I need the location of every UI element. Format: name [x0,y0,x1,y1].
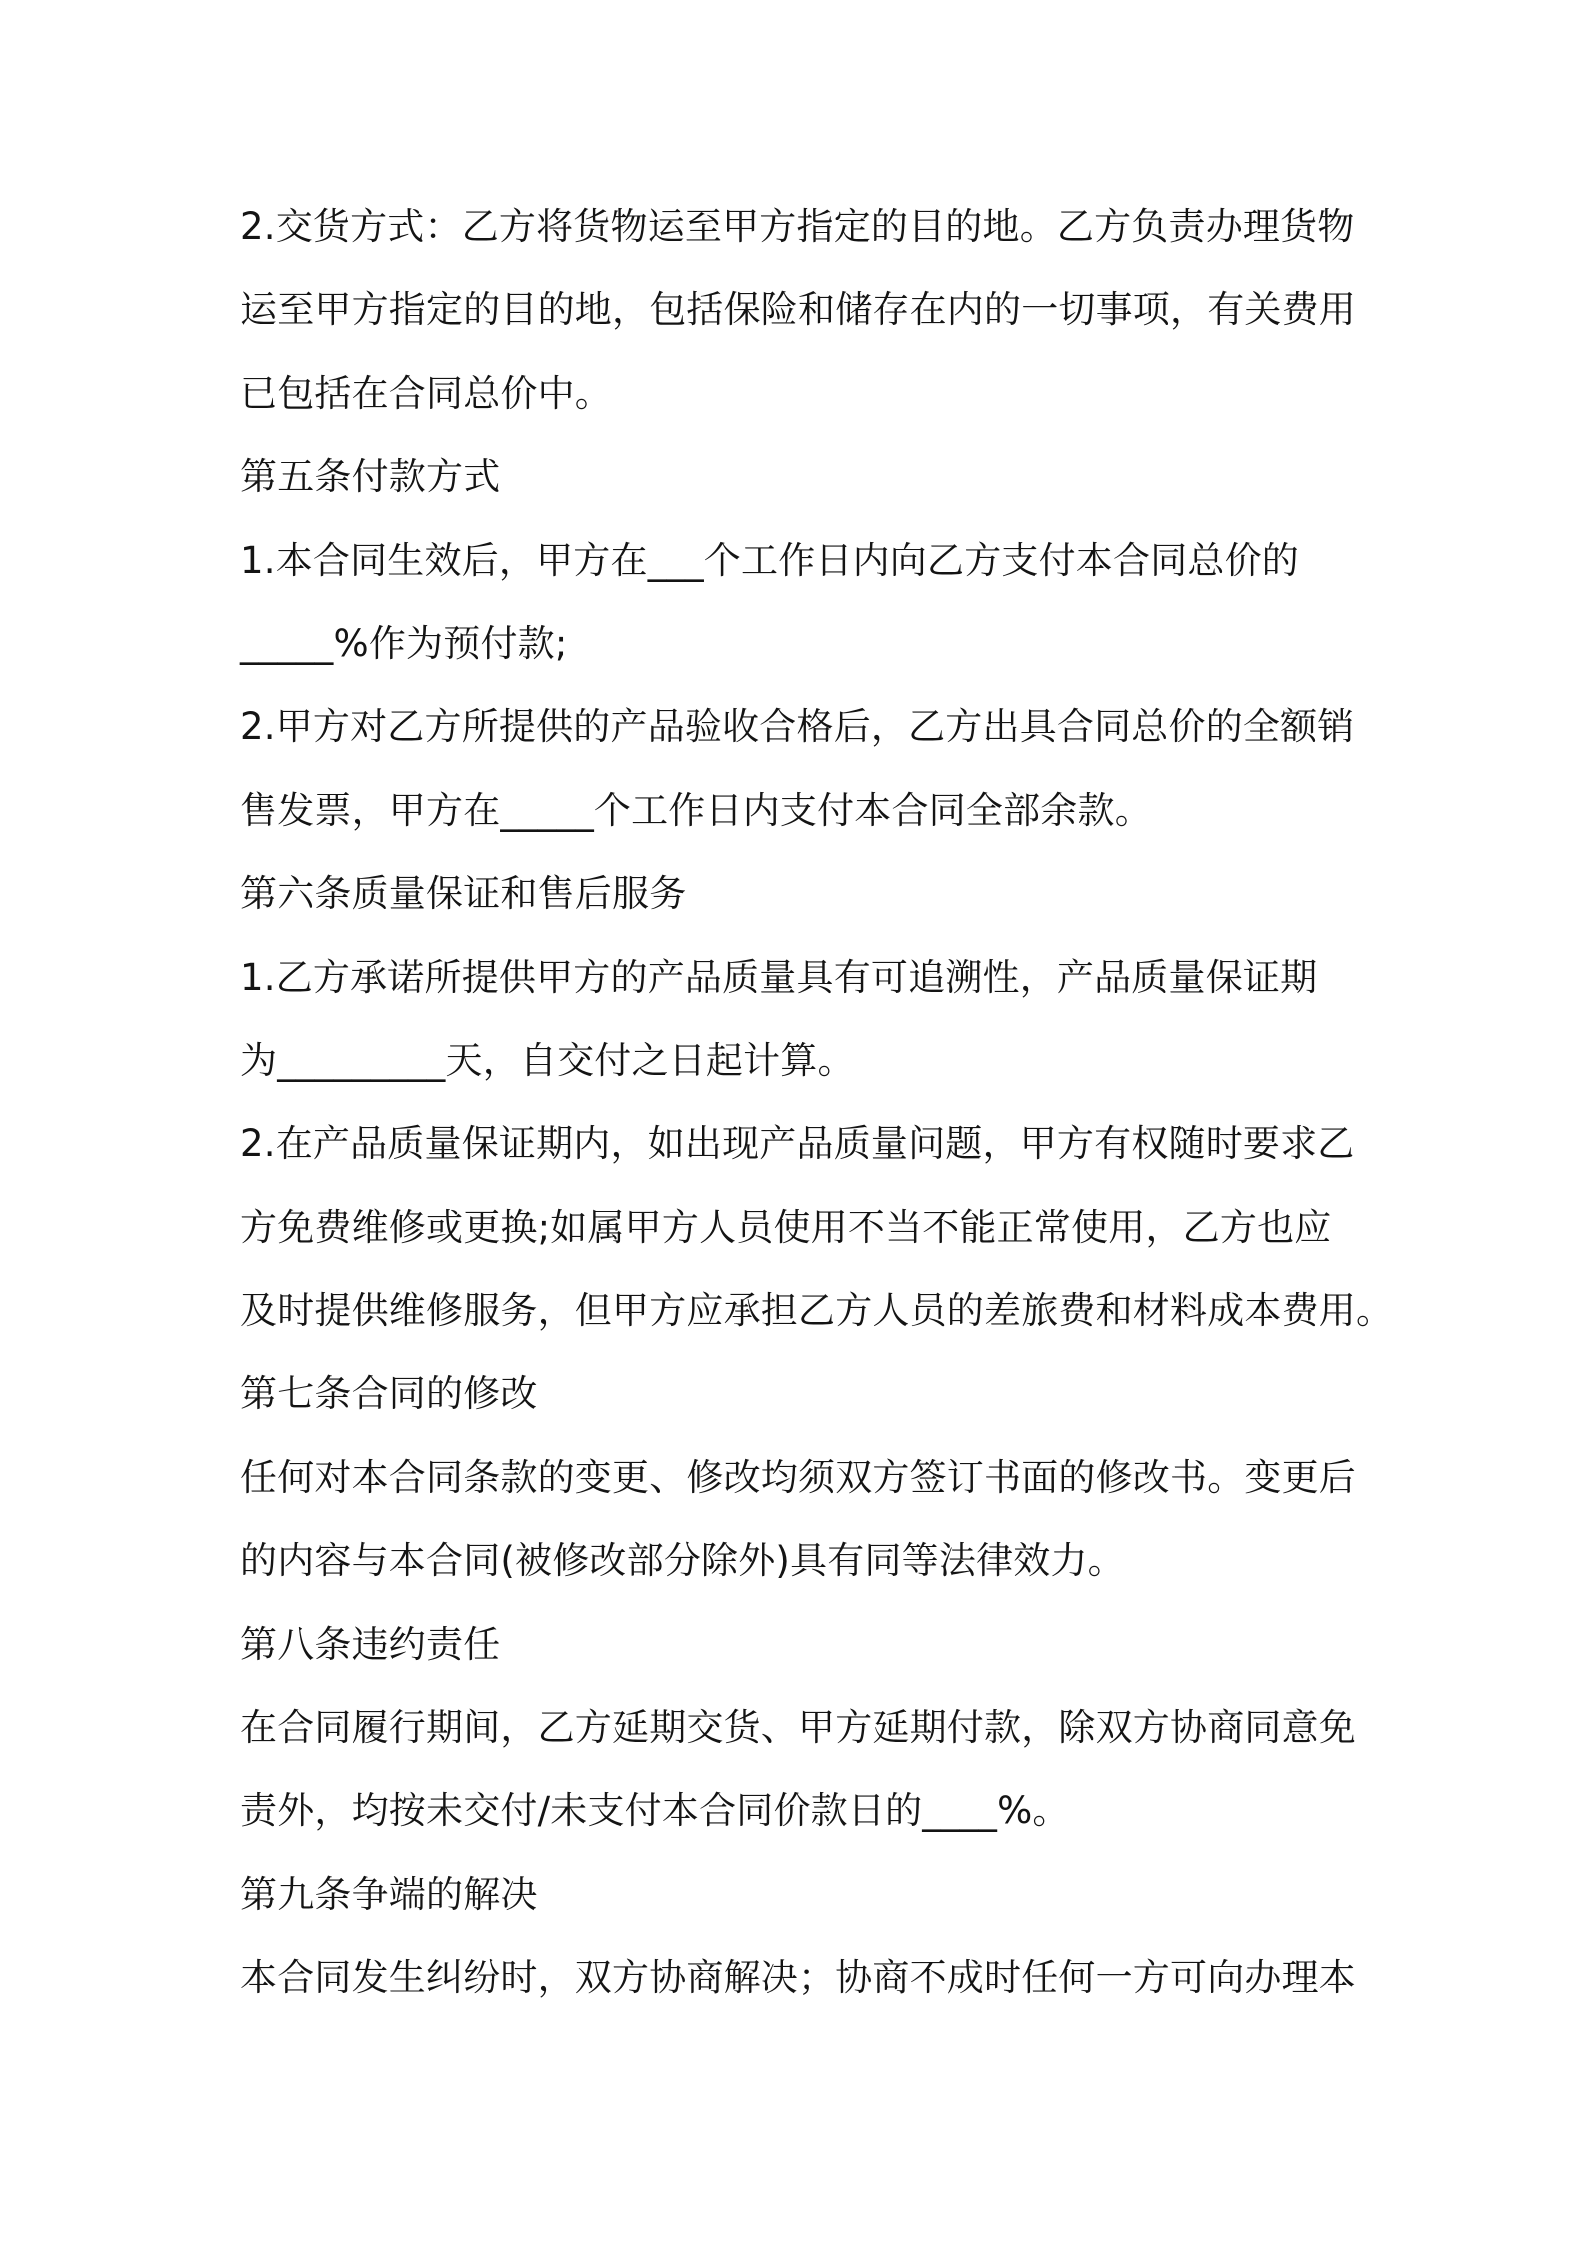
section-heading: 第八条违约责任 [240,1622,501,1666]
text-line: 及时提供维修服务，但甲方应承担乙方人员的差旅费和材料成本费用。 [240,1289,1394,1333]
section-heading: 第七条合同的修改 [240,1372,538,1416]
text-line: 2.甲方对乙方所提供的产品验收合格后，乙方出具合同总价的全额销 [240,705,1355,749]
text-line: 在合同履行期间，乙方延期交货、甲方延期付款，除双方协商同意免 [240,1706,1356,1750]
text-line: 1.本合同生效后，甲方在___个工作日内向乙方支付本合同总价的 [240,538,1299,582]
text-line: 2.交货方式：乙方将货物运至甲方指定的目的地。乙方负责办理货物 [240,205,1355,248]
text-line: _____%作为预付款; [240,621,568,665]
text-line: 已包括在合同总价中。 [240,371,612,415]
document-body [240,185,1394,2020]
text-line: 2.在产品质量保证期内，如出现产品质量问题，甲方有权随时要求乙 [240,1122,1355,1166]
section-heading: 第五条付款方式 [240,455,501,499]
section-heading: 第六条质量保证和售后服务 [240,872,687,916]
text-line: 售发票，甲方在_____个工作日内支付本合同全部余款。 [240,788,1152,832]
text-line: 责外，均按未交付/未支付本合同价款日的____%。 [240,1789,1070,1833]
text-line: 1.乙方承诺所提供甲方的产品质量具有可追溯性，产品质量保证期 [240,955,1318,999]
text-line: 为_________天，自交付之日起计算。 [240,1038,855,1082]
section-heading: 第九条争端的解决 [240,1872,538,1916]
text-line: 任何对本合同条款的变更、修改均须双方签订书面的修改书。变更后 [240,1455,1356,1499]
text-line: 本合同发生纠纷时，双方协商解决；协商不成时任何一方可向办理本 [240,1956,1356,2000]
text-line: 方免费维修或更换;如属甲方人员使用不当不能正常使用，乙方也应 [240,1205,1332,1249]
text-line: 的内容与本合同(被修改部分除外)具有同等法律效力。 [240,1539,1125,1583]
text-line: 运至甲方指定的目的地，包括保险和储存在内的一切事项，有关费用 [240,288,1356,332]
